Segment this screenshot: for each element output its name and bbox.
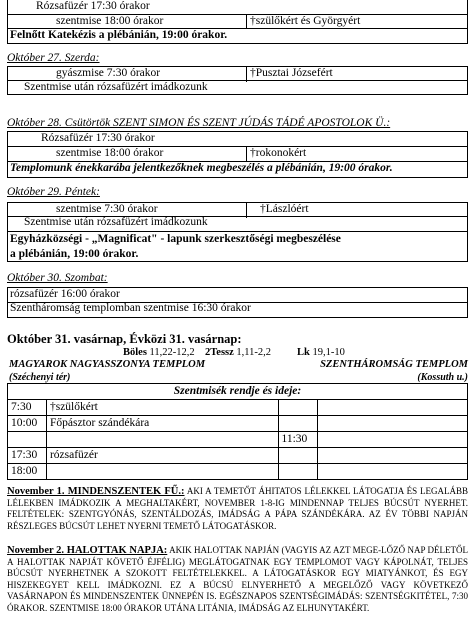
reading-2-value: 1,11-2,2 <box>236 347 272 358</box>
nov2-text: AKIK HALOTTAK NAPJÁN (VAGYIS AZ AZT MEGE-LŐZŐ NAP DÉLETŐL A HALOTTAK NAPJÁT KÖVETŐ ÉJFÉLIG) MEGLÁTOGATNAK EGY TEMPLOMOT VAGY KÁPOLNÁT, TELJES BÚCSÚT NYERHETNEK A SZOKOTT FELTÉTELEKKEL. A LÁTOGATÁSKOR EGY MIATYÁNKOT, ÉS EGY HISZEKEGYET KELL IMÁDKOZNI. EZ A BÚCSÚ ELNYERHETŐ A MEGELŐZŐ VAGY KÖVETKEZŐ VASÁRNAPON ÉS MINDENSZENTEK ÜNNEPÉN IS. EGÉSZNAPOS SZENTSÉGIMÁDÁS: SZENTSÉGKITÉTEL, 7:30 ÓRAKOR. SZENTMISE 18:00 ÓRAKOR UTÁNA LITÁNIA, IMÁDSÁG AZ ELHUNYTAKÉRT. <box>7 545 468 613</box>
nov1-paragraph <box>7 486 468 532</box>
intention-cell <box>46 432 278 448</box>
oct30-heading: Október 30. Szombat: <box>7 272 108 284</box>
church-left: MAGYAROK NAGYASSZONYA TEMPLOM <box>9 359 206 370</box>
oct29-head <box>7 186 468 200</box>
church-right: SZENTHÁROMSÁG TEMPLOM <box>320 359 468 370</box>
schedule-title-text: Szentmisék rendje és ideje: <box>173 385 302 397</box>
oct28-row-2 <box>7 146 468 161</box>
oct31-head <box>7 333 468 347</box>
oct28-intention-text: †rokonokért <box>250 147 307 159</box>
top-intention-text: †szülőkért és Györgyért <box>250 15 361 27</box>
time-cell: 18:00 <box>8 464 47 480</box>
readings <box>7 346 468 358</box>
time-cell <box>8 432 47 448</box>
magnificat-line-2: a plébánián, 19:00 órakor. <box>10 248 139 260</box>
time-cell: 17:30 <box>8 448 47 464</box>
schedule-title <box>7 383 468 400</box>
blank-cell <box>318 448 468 464</box>
time2-cell <box>278 400 318 416</box>
blank-cell <box>318 400 468 416</box>
top-row-3 <box>7 28 468 44</box>
oct28-mass-text: szentmise 18:00 órakor <box>56 147 164 159</box>
magnificat-line-1: Egyházközségi - „Magnificat" - lapunk szerkesztőségi megbeszélése <box>10 233 341 245</box>
location-right: (Kossuth u.) <box>417 372 468 383</box>
oct29-mass-text: szentmise 7:30 órakor <box>56 203 158 215</box>
reading-2-label: 2Tessz <box>205 347 234 358</box>
oct29-intention-text: †Lászlóért <box>260 203 309 215</box>
table-row <box>8 400 468 416</box>
oct29-row-3 <box>7 231 468 262</box>
table-row <box>8 416 468 432</box>
location-left: (Széchenyi tér) <box>9 372 71 383</box>
oct31-heading: Október 31. vasárnap, Évközi 31. vasárnap: <box>7 332 242 346</box>
catechesis-text: Felnőtt Katekézis a plébánián, 19:00 órakor. <box>10 29 228 41</box>
nov1-text: AKI A TEMETŐT ÁHITATOS LÉLEKKEL LÁTOGATJA ÉS LEGALÁBB LÉLEKBEN IMÁDKOZIK A MEGHALTAKÉRT, NOVEMBER 1-8-IG MINDENNAP TELJES BÚCSÚT NYERHET. FELTÉTELEK: SZENTGYÓNÁS, SZENTÁLDOZÁS, IMÁDSÁG A PÁPA SZÁNDÉKÁRA. AZ ÉV TÖBBI NAPJÁN RÉSZLEGES BÚCSÚT LEHET NYERNI TEMETŐ LÁTOGATÁSKOR. <box>7 486 468 531</box>
reading-3-value: 19,1-10 <box>312 347 345 358</box>
oct27-intention-text: †Pusztai Józsefért <box>250 67 333 79</box>
oct29-row-1 <box>7 202 468 217</box>
reading-3-label: Lk <box>297 347 310 358</box>
nov1-heading: November 1. MINDENSZENTEK FŰ.: <box>7 486 185 497</box>
top-mass-text: szentmise 18:00 órakor <box>56 15 164 27</box>
oct29-row-2 <box>7 216 468 231</box>
oct27-head <box>7 52 468 66</box>
time-cell: 7:30 <box>8 400 47 416</box>
oct27-rosary-text: Szentmise után rózsafüzért imádkozunk <box>24 81 208 93</box>
nov2-heading: November 2. HALOTTAK NAPJA: <box>7 545 168 556</box>
time2-cell <box>278 448 318 464</box>
intention-cell <box>46 464 278 480</box>
oct28-row-1 <box>7 131 468 146</box>
oct28-rosary-text: Rózsafüzér 17:30 órakor <box>41 132 155 144</box>
intention-cell: Főpásztor szándékára <box>46 416 278 432</box>
top-rosary-text: Rózsafüzér 17:30 órakor <box>36 0 150 12</box>
church-locations <box>7 371 468 383</box>
time2-cell <box>278 464 318 480</box>
oct27-row-1 <box>7 66 468 81</box>
oct28-row-3 <box>7 161 468 178</box>
top-row-2 <box>7 14 468 28</box>
oct30-head <box>7 272 468 286</box>
blank-cell <box>318 464 468 480</box>
oct27-heading: Október 27. Szerda: <box>7 52 100 64</box>
intention-cell: †szülőkért <box>46 400 278 416</box>
reading-1-value: 11,22-12,2 <box>149 347 195 358</box>
oct29-heading: Október 29. Péntek: <box>7 186 100 198</box>
choir-text: Templomunk énekkarába jelentkezőknek megbeszélés a plébánián, 19:00 órakor. <box>10 162 393 174</box>
oct30-mass-text: Szentháromság templomban szentmise 16:30 órakor <box>10 302 251 314</box>
reading-1-label: Böles <box>123 347 147 358</box>
mass-schedule-table <box>7 399 468 480</box>
time2-cell <box>278 416 318 432</box>
table-row <box>8 448 468 464</box>
oct30-row-1 <box>7 287 468 303</box>
table-row <box>8 464 468 480</box>
oct27-row-2 <box>7 80 468 95</box>
time2-cell: 11:30 <box>278 432 318 448</box>
church-names <box>7 358 468 371</box>
oct28-heading: Október 28. Csütörtök SZENT SIMON ÉS SZENT JÚDÁS TÁDÉ APOSTOLOK Ü.: <box>7 117 391 129</box>
oct30-row-2 <box>7 302 468 318</box>
oct28-head <box>7 117 468 131</box>
oct29-rosary-text: Szentmise után rózsafüzért imádkozunk <box>24 216 208 228</box>
top-row-1 <box>7 0 468 14</box>
blank-cell <box>318 416 468 432</box>
intention-cell: rózsafüzér <box>46 448 278 464</box>
table-row <box>8 432 468 448</box>
oct27-mass-text: gyászmise 7:30 órakor <box>56 67 161 79</box>
time-cell: 10:00 <box>8 416 47 432</box>
nov2-paragraph <box>7 545 468 614</box>
blank-cell <box>318 432 468 448</box>
oct30-rosary-text: rózsafüzér 16:00 órakor <box>10 288 120 300</box>
